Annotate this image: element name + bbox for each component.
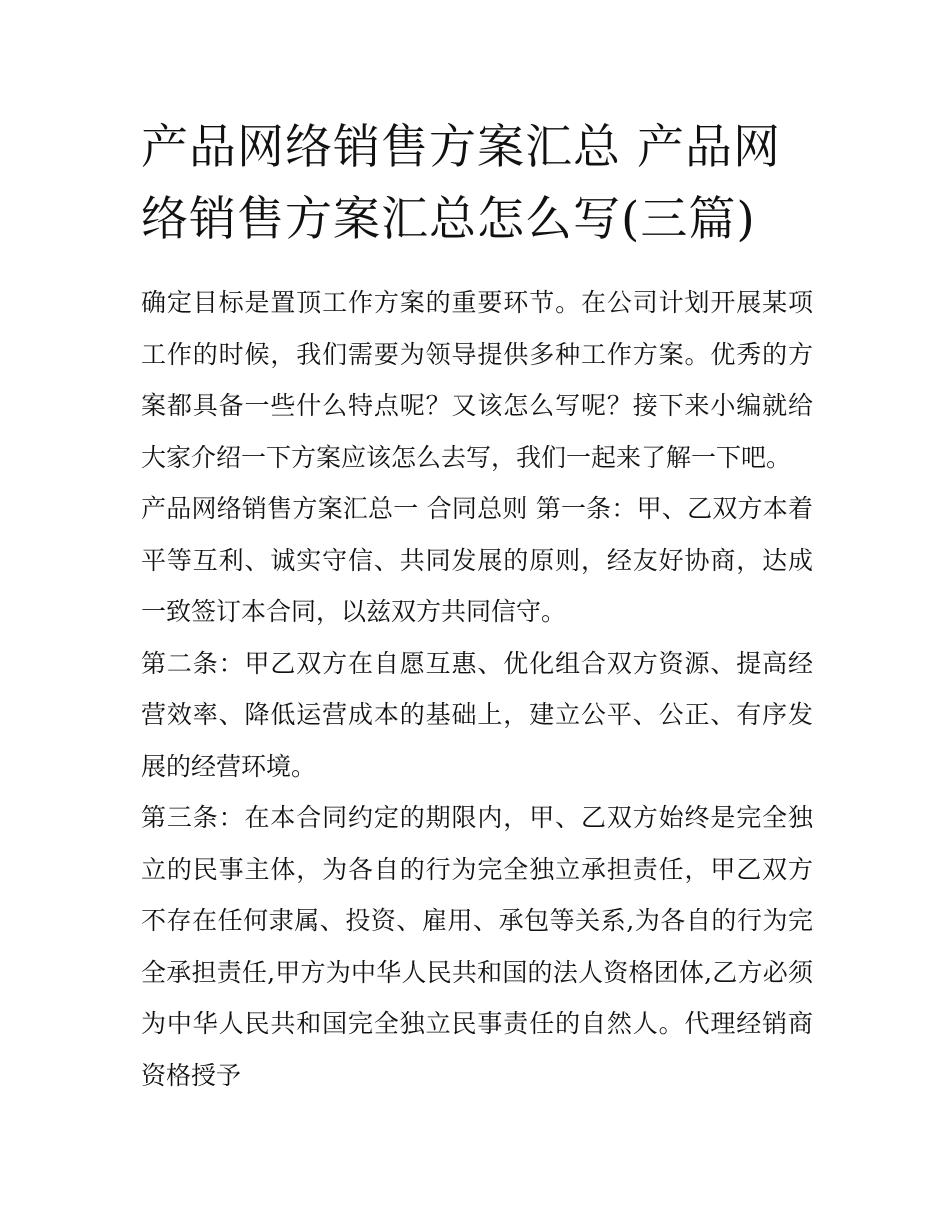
intro-paragraph: 确定目标是置顶工作方案的重要环节。在公司计划开展某项工作的时候，我们需要为领导提供多种工作方案。优秀的方案都具备一些什么特点呢？又该怎么写呢？接下来小编就给大家介绍一下方案应该怎么去写，我们一起来了解一下吧。 — [141, 288, 813, 472]
document-title: 产品网络销售方案汇总 产品网络销售方案汇总怎么写(三篇) — [141, 120, 781, 247]
article-two-paragraph: 第二条：甲乙双方在自愿互惠、优化组合双方资源、提高经营效率、降低运营成本的基础上，建立公平、公正、有序发展的经营环境。 — [141, 648, 813, 781]
document-page — [141, 112, 813, 1101]
article-three-paragraph: 第三条：在本合同约定的期限内，甲、乙双方始终是完全独立的民事主体，为各自的行为完全独立承担责任，甲乙双方不存在任何隶属、投资、雇用、承包等关系,为各自的行为完全承担责任,甲方为中华人民共和国的法人资格团体,乙方必须为中华人民共和国完全独立民事责任的自然人。代理经销商资格授予 — [141, 803, 813, 1090]
article-one-paragraph: 产品网络销售方案汇总一 合同总则 第一条：甲、乙双方本着平等互利、诚实守信、共同发展的原则，经友好协商，达成一致签订本合同，以兹双方共同信守。 — [141, 494, 813, 626]
